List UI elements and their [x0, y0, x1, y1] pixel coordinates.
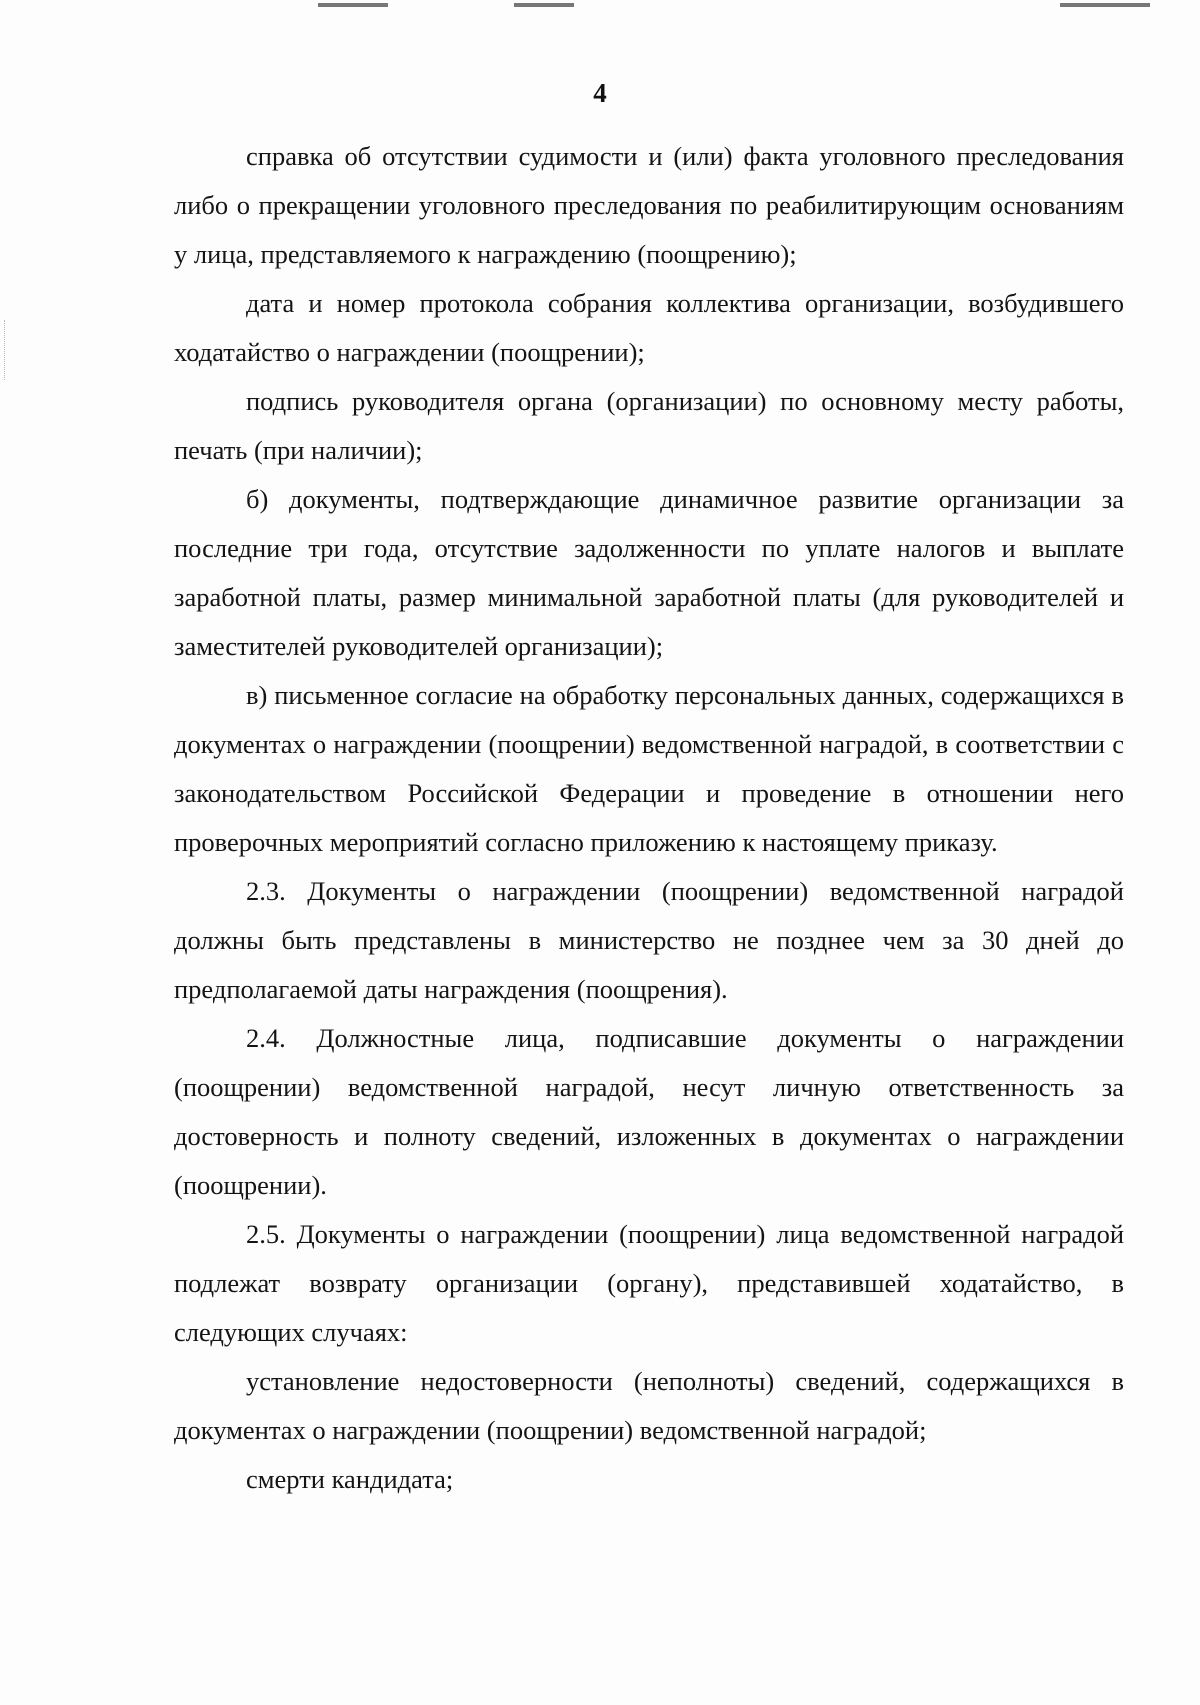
paragraph: установление недостоверности (неполноты) сведений, содержащихся в документах о награждении (поощрении) ведомственной наградой; [174, 1366, 1124, 1445]
paragraph: смерти кандидата; [246, 1464, 454, 1494]
paragraph: в) письменное согласие на обработку персональных данных, содержащихся в документах о награждении (поощрении) ведомственной наградой, в соответствии с законодательством Российской Федерации и проведение в отношении него проверочных мероприятий согласно приложению к настоящему приказу. [174, 680, 1124, 857]
paragraph: справка об отсутствии судимости и (или) факта уголовного преследования либо о прекращении уголовного преследования по реабилитирующим основаниям у лица, представляемого к награждению (поощрению); [174, 141, 1124, 269]
paragraph: 2.4. Должностные лица, подписавшие документы о награждении (поощрении) ведомственной наградой, несут личную ответственность за достоверность и полноту сведений, изложенных в документах о награждении (поощрении). [174, 1023, 1124, 1200]
page-number: 4 [593, 78, 607, 108]
paragraph: б) документы, подтверждающие динамичное развитие организации за последние три года, отсутствие задолженности по уплате налогов и выплате заработной платы, размер минимальной заработной платы (для руководителей и заместителей руководителей организации); [174, 484, 1124, 661]
scan-mark [318, 3, 388, 7]
paragraph: 2.3. Документы о награждении (поощрении) ведомственной наградой должны быть представлены в министерство не позднее чем за 30 дней до предполагаемой даты награждения (поощрения). [174, 876, 1124, 1004]
scan-margin-specks [4, 320, 9, 380]
scan-mark [1060, 3, 1150, 7]
document-body [174, 132, 1124, 1504]
scan-artifacts [0, 0, 1200, 14]
paragraph: подпись руководителя органа (организации) по основному месту работы, печать (при наличии); [174, 386, 1124, 465]
paragraph: дата и номер протокола собрания коллектива организации, возбудившего ходатайство о награждении (поощрении); [174, 288, 1124, 367]
scan-mark [514, 3, 574, 7]
paragraph: 2.5. Документы о награждении (поощрении) лица ведомственной наградой подлежат возврату организации (органу), представившей ходатайство, в следующих случаях: [174, 1219, 1124, 1347]
